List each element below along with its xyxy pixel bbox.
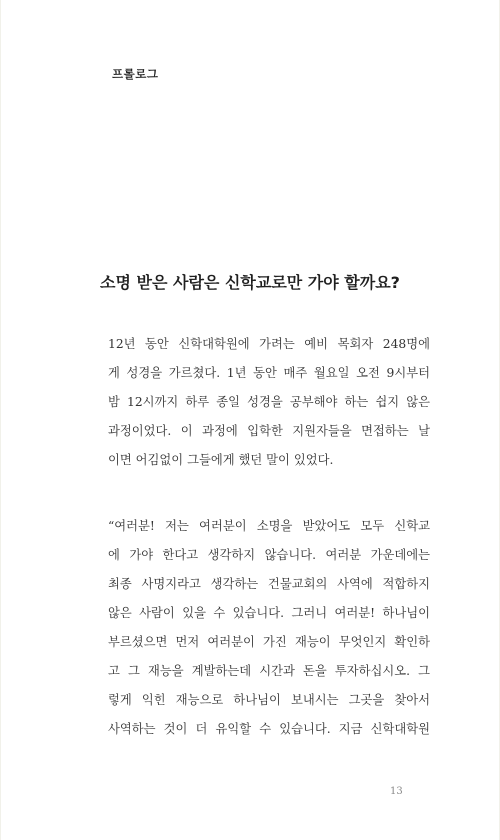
section-label: 프롤로그	[112, 67, 159, 81]
text-line: 부르셨으면 먼저 여러분이 가진 재능이 무엇인지 확인하	[108, 635, 430, 649]
paragraph-2	[108, 512, 430, 744]
text-line: 사역하는 것이 더 유익할 수 있습니다. 지금 신학대학원	[108, 722, 430, 736]
page-edge-left	[0, 0, 1, 840]
page-number: 13	[390, 786, 403, 797]
text-line: 않은 사람이 있을 수 있습니다. 그러니 여러분! 하나님이	[108, 606, 430, 620]
text-line: 렇게 익힌 재능으로 하나님이 보내시는 그곳을 찾아서	[108, 693, 430, 707]
text-line: 최종 사명지라고 생각하는 건물교회의 사역에 적합하지	[108, 577, 430, 591]
text-line: 이면 어김없이 그들에게 했던 말이 있었다.	[108, 453, 334, 467]
text-line: 에 가야 한다고 생각하지 않습니다. 여러분 가운데에는	[108, 548, 430, 562]
text-line: “여러분! 저는 여러분이 소명을 받았어도 모두 신학교	[108, 519, 430, 533]
text-line: 게 성경을 가르쳤다. 1년 동안 매주 월요일 오전 9시부터	[108, 366, 430, 380]
chapter-title: 소명 받은 사람은 신학교로만 가야 할까요?	[100, 273, 400, 292]
text-line: 과정이었다. 이 과정에 입학한 지원자들을 면접하는 날	[108, 424, 430, 438]
paragraph-1	[108, 330, 430, 475]
text-line: 12년 동안 신학대학원에 가려는 예비 목회자 248명에	[108, 337, 430, 351]
text-line: 고 그 재능을 계발하는데 시간과 돈을 투자하십시오. 그	[108, 664, 430, 678]
text-line: 밤 12시까지 하루 종일 성경을 공부해야 하는 쉽지 않은	[108, 395, 430, 409]
